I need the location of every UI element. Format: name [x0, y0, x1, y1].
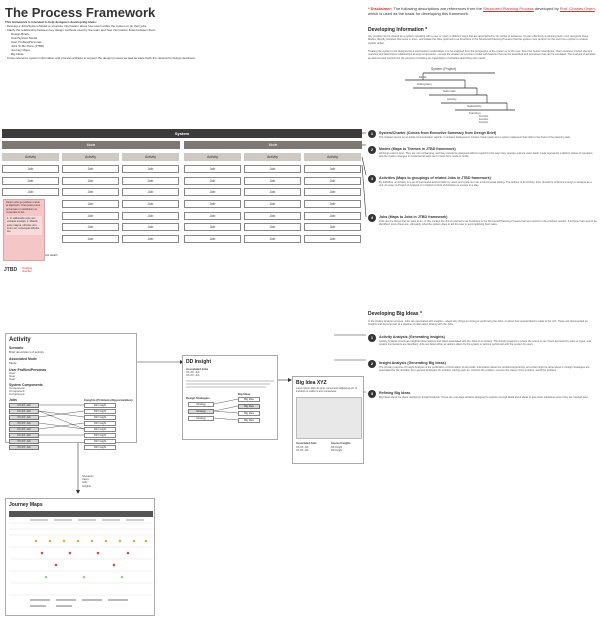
activity-job[interactable]: XX-XX: Job	[9, 433, 39, 438]
component-item: Component	[9, 392, 25, 397]
job-box[interactable]: Job	[62, 200, 119, 208]
big-idea-chip[interactable]: Big Idea	[238, 404, 260, 409]
job-box[interactable]: Job	[304, 165, 361, 173]
hierarchy-lines	[395, 66, 535, 124]
activity-bar: Activity	[122, 153, 179, 161]
job-box[interactable]: Job	[2, 177, 59, 185]
hier-function-item: Function	[479, 118, 489, 121]
job-box[interactable]: Job	[244, 212, 301, 220]
big-ideas-intro: In the Activity Analysis process, Jobs are associated with insights – about why things go wrong or performing the Jobs, or about how special factors relate to the Job. These are documented as Insights and become part of a pipeline of information flowing with the Jobs.	[368, 320, 588, 327]
section-title: Modes (Maps to Themes in JTBD framework)	[379, 147, 456, 151]
job-box[interactable]: Job	[62, 235, 119, 243]
intro-line: Big Ideas	[11, 52, 24, 56]
intro-line: Jobs To Be Done (JTBD)	[11, 44, 45, 48]
journey-title: Journey Maps	[9, 502, 43, 508]
job-box[interactable]: Job	[304, 188, 361, 196]
personas-label: User Profiles/Personas	[9, 368, 47, 372]
big-idea-card	[292, 376, 364, 464]
strategies-label: Design Strategies	[186, 396, 210, 400]
job-box[interactable]: Job	[2, 165, 59, 173]
intro-line: User/System Model	[11, 36, 38, 40]
job-box[interactable]: Job	[62, 188, 119, 196]
section-number: 2	[368, 360, 376, 368]
activity-job[interactable]: XX-XX: Job	[9, 415, 39, 420]
intro-line: - Develop a Jobs/System Model to structure information about how users utilize the system to do their jobs.	[5, 24, 147, 28]
activity-bar: Activity	[184, 153, 241, 161]
side-note: Scenarios	[82, 475, 94, 478]
hier-submode: Submode	[443, 89, 456, 93]
section-title: Refining Big Ideas	[379, 391, 411, 395]
disclaimer-mid: developed by	[533, 6, 560, 11]
job-box[interactable]: Job	[122, 165, 179, 173]
activity-bar: Activity	[244, 153, 301, 161]
job-insight-links	[6, 334, 138, 444]
activity-job[interactable]: XX-XX: Job	[9, 421, 39, 426]
job-box[interactable]: Job	[62, 165, 119, 173]
intro-line: Design Briefs,	[11, 32, 30, 36]
activity-card	[5, 333, 137, 449]
big-idea-text: Lorem ipsum dolor sit amet, consectetur adipiscing elit. Ut tincidunt mi mollis mi arcu consectetur.	[296, 387, 358, 393]
system-bar: System	[2, 129, 362, 138]
bi-assoc-job: XX-XX: Job	[296, 449, 309, 452]
job-box[interactable]: Job	[244, 177, 301, 185]
job-box[interactable]: Job	[244, 223, 301, 231]
bi-source-insight: DD Insight	[331, 446, 343, 449]
job-box[interactable]: Job	[2, 188, 59, 196]
strategy-chip[interactable]: Strategy	[188, 409, 214, 414]
jtbd-note-top: Diners who go pretium metus at dignissim. Cras justo purus, accumsan ut vestibulum at, venenatis et leo.	[6, 201, 41, 214]
assoc-job: XX-XX: Job	[186, 371, 200, 374]
section-text: The Charter serves as an initial communication vehicle. It contains background, context, basic goals and a system statement that calls to the heart of the planning task.	[379, 136, 571, 139]
insight-assoc-jobs-label: Associated Jobs	[186, 367, 209, 371]
big-ideas-label: Big Ideas	[238, 392, 251, 396]
section-number: 3	[368, 175, 376, 183]
hier-function-item: Function	[479, 115, 489, 118]
journey-side-notes	[82, 475, 94, 488]
activity-job[interactable]: XX-XX: Job	[9, 445, 39, 450]
hier-function: Function	[469, 111, 481, 115]
job-box[interactable]: Job	[304, 200, 361, 208]
big-idea-chip[interactable]: Big Idea	[238, 411, 260, 416]
bi-assoc-job: XX-XX: Job	[296, 446, 309, 449]
disclaimer-label: * Disclaimer:	[368, 6, 393, 11]
job-box[interactable]: Job	[122, 177, 179, 185]
activity-insight[interactable]: DD Insight	[84, 445, 116, 450]
strategy-links	[183, 356, 279, 441]
job-box[interactable]: Job	[122, 188, 179, 196]
intro-lead: This framework is intended to help designers develop Big Ideas:	[5, 20, 97, 24]
hier-function-list	[479, 115, 488, 124]
mode-bar: Mode	[2, 141, 180, 149]
intro-line: User Profiles/Personas	[11, 40, 42, 44]
job-box[interactable]: Job	[244, 235, 301, 243]
disclaimer	[368, 6, 598, 16]
assoc-job: XX-XX: Job	[186, 374, 200, 378]
section-title: Activity Analysis (Generating Insights)	[379, 335, 445, 339]
section-title: System/Charter (Comes from Executive Summary from Design Brief)	[379, 131, 497, 135]
tracking-number-label: Tracking Number	[22, 267, 32, 273]
assoc-mode-label: Associated Mode	[9, 357, 37, 361]
side-note: Insights	[82, 484, 91, 488]
strategy-chip[interactable]: Strategy	[188, 402, 214, 407]
job-box[interactable]: Job	[244, 188, 301, 196]
scenario-label: Scenario	[9, 346, 24, 350]
activity-insight[interactable]: DD Insight	[84, 415, 116, 420]
mode-bar: Mode	[184, 141, 362, 149]
section-number: 4	[368, 214, 376, 222]
bi-assoc-jobs-label: Associated Jobs	[296, 442, 317, 445]
job-box[interactable]: Job	[184, 223, 241, 231]
job-health-label: Job Health	[45, 254, 58, 257]
disclaimer-end: , which is used as the basis for developing this framework.	[368, 6, 596, 16]
section-text: By definition, an Activity is a set of purposeful actions taken by users and systems in an environmental setting. The actions of an Activity, thus, should be coherent enough to analyze as a unit. As a key to Project of Analysis, it is helpful to think of Activities as scenes in a play.	[379, 181, 592, 188]
activity-insight[interactable]: DD Insight	[84, 409, 116, 414]
job-box[interactable]: Job	[304, 223, 361, 231]
bi-source	[331, 446, 342, 452]
activity-bar: Activity	[2, 153, 59, 161]
component-item: Component	[9, 389, 25, 394]
side-note: Jobs	[82, 481, 88, 485]
job-box[interactable]: Job	[62, 177, 119, 185]
section-number: 2	[368, 146, 376, 154]
job-box[interactable]: Job	[122, 200, 179, 208]
side-note: Users	[82, 478, 89, 482]
activity-insight[interactable]: DD Insight	[84, 403, 116, 408]
big-idea-chip[interactable]: Big Idea	[238, 397, 260, 402]
persona-item: User	[9, 374, 16, 379]
section-title: Insight Analysis (Generating Big Ideas)	[379, 361, 446, 365]
job-box[interactable]: Job	[62, 223, 119, 231]
section-text: Activity Analysis structures insightful observations and ideas associated with the Jobs of an Activity. The Activity Analysis is where the scene is set. Users are listed by roles or types, and system components are identified. Jobs are listed either as actions taken by the system or actions performed with the system by users.	[379, 340, 591, 347]
hier-subsystem: Subsystem	[417, 82, 432, 86]
activity-bar: Activity	[62, 153, 119, 161]
hier-mode: Mode	[419, 75, 427, 79]
section-number: 1	[368, 334, 376, 342]
owen-link[interactable]: Prof. Charles Owen	[559, 6, 595, 11]
journey-map-graphic	[6, 499, 156, 617]
intro-line: Journey Maps	[11, 48, 30, 52]
insight-card	[182, 355, 278, 440]
jtbd-label: JTBD	[4, 267, 18, 273]
components-label: System Components	[9, 383, 43, 387]
job-box[interactable]: Job	[122, 212, 179, 220]
big-ideas-title: Developing Big Ideas *	[368, 311, 422, 317]
developing-info-para1: Any product can be viewed as a system operating with a user or users in different ways that are approached by its modes of existence. To plan effectively a planning team must recognize these Modes, identify Activities that occur in them, and isolate the Jobs (referred to as Functions in the Structured Planning Process) that the system must perform for the user from opinion to a latent stylistic action.	[368, 35, 589, 45]
disclaimer-text: The following descriptions are references from the	[392, 6, 484, 11]
big-idea-title: Big Idea XYZ	[296, 380, 327, 386]
big-idea-chip[interactable]: Big Idea	[238, 418, 260, 423]
activity-bar: Activity	[304, 153, 361, 161]
journey-map-card	[5, 498, 155, 616]
activity-insight[interactable]: DD Insight	[84, 421, 116, 426]
hierarchy-diagram	[395, 66, 535, 124]
page-title: The Process Framework	[5, 5, 156, 20]
job-box[interactable]: Job	[184, 165, 241, 173]
assoc-mode-value: Mode	[9, 361, 17, 365]
developing-info-para2: Treating the system to be designed as a user/system model allows it to be analyzed from the perspective of the system or of the user. From the System standpoint, Owen reviewer product element overview and determines relationships among components – except the creation of a system model with features that can be described and processes that can be simulated. The analysis of activities as actions-used contexts for the purpose of building an organization of activities describing user needs.	[368, 50, 596, 60]
section-title: Activities (Maps to groupings of related Jobs in JTBD framework)	[379, 176, 491, 180]
section-text: Jobs are the things that we want to do. In this context the Job is referred to as Functions in the Structured Planning Process that we mention in the previous section. It is these that need to be identified, since these are, ultimately, what the system does to aid the user in accomplishing their tasks.	[379, 220, 597, 227]
job-box[interactable]: Job	[244, 165, 301, 173]
developing-info-title: Developing Information *	[368, 27, 428, 33]
activity-job[interactable]: XX-XX: Job	[9, 409, 39, 414]
scenario-text: Brief description of activity	[9, 350, 44, 354]
activity-job[interactable]: XX-XX: Job	[9, 403, 39, 408]
jobs-label: Jobs	[9, 398, 17, 402]
section-number: 3	[368, 390, 376, 398]
activity-card-title: Activity	[9, 337, 31, 343]
activity-insight[interactable]: DD Insight	[84, 439, 116, 444]
jtbd-note-bottom: 1. In sollicitudin ante nec volutpat suscipit. 2. Mauris justo magna, ultricies non enim vel, consequat lobortis leo.	[6, 216, 42, 234]
intro-line: - Clarify the relationship between key design methods used by the team and how information flows between them:	[5, 28, 157, 32]
hier-system: System (Project)	[431, 67, 457, 71]
bi-source-label: Source Insights	[331, 442, 351, 445]
activity-insight[interactable]: DD Insight	[84, 433, 116, 438]
section-text: All things exist in time. They are not unchanging, and they cannot be designed without regard for the ways they operate and are used. Each mode represents a distinct phase of operation, and the system changes in fundamental ways as it moves from mode to mode.	[379, 152, 594, 159]
hier-activity: Activity	[447, 97, 457, 101]
section-number: 1	[368, 130, 376, 138]
big-idea-image	[296, 397, 362, 439]
job-box[interactable]: Job	[184, 188, 241, 196]
job-box[interactable]: Job	[122, 223, 179, 231]
section-title: Jobs (Maps to Jobs in JTBD framework)	[379, 215, 448, 219]
insight-card-title: DD Insight	[186, 359, 211, 365]
job-box[interactable]: Job	[122, 235, 179, 243]
component-item: Component	[9, 386, 25, 390]
persona-item: User	[9, 377, 16, 382]
section-text: Big Ideas about the ideas resided on Insight Analysis. These are one-page artifacts designed to capture enough detail about ideas to give them substance when they are needed later.	[379, 396, 589, 399]
hier-function-item: Function	[479, 121, 489, 124]
job-box[interactable]: Job	[184, 200, 241, 208]
activity-job[interactable]: XX-XX: Job	[9, 439, 39, 444]
intro-line: - Cross-reference system information and process artifacts to support the design process as well as trace back the rational for design decisions.	[5, 56, 196, 60]
job-box[interactable]: Job	[304, 177, 361, 185]
strategy-chip[interactable]: Strategy	[188, 416, 214, 421]
section-text: The primary purpose of Insight Analysis is the purification of information of two kinds: information about the problem/opportunity, and what might be done about it. Design Strategies are speculated for the situation from general strategies for problem solving such as: confront the problem, remove the cause of the problem, avoid the problem.	[379, 366, 590, 373]
hier-subactivity: Subactivity	[467, 104, 482, 108]
bi-source-insight: DD Insight	[331, 449, 343, 452]
job-box[interactable]: Job	[304, 235, 361, 243]
job-box[interactable]: Job	[62, 212, 119, 220]
job-box[interactable]: Job	[244, 200, 301, 208]
insights-label: Insights (Problems/Opportunities)	[84, 398, 133, 402]
intro-text	[5, 20, 285, 60]
jtbd-note	[3, 199, 45, 261]
job-box[interactable]: Job	[184, 177, 241, 185]
job-box[interactable]: Job	[304, 212, 361, 220]
persona-item: User	[9, 371, 16, 375]
bi-assoc-jobs	[296, 446, 308, 452]
spp-link[interactable]: Structured Planning Process	[483, 6, 534, 11]
activity-insight[interactable]: DD Insight	[84, 427, 116, 432]
job-box[interactable]: Job	[184, 212, 241, 220]
activity-job[interactable]: XX-XX: Job	[9, 427, 39, 432]
job-box[interactable]: Job	[184, 235, 241, 243]
